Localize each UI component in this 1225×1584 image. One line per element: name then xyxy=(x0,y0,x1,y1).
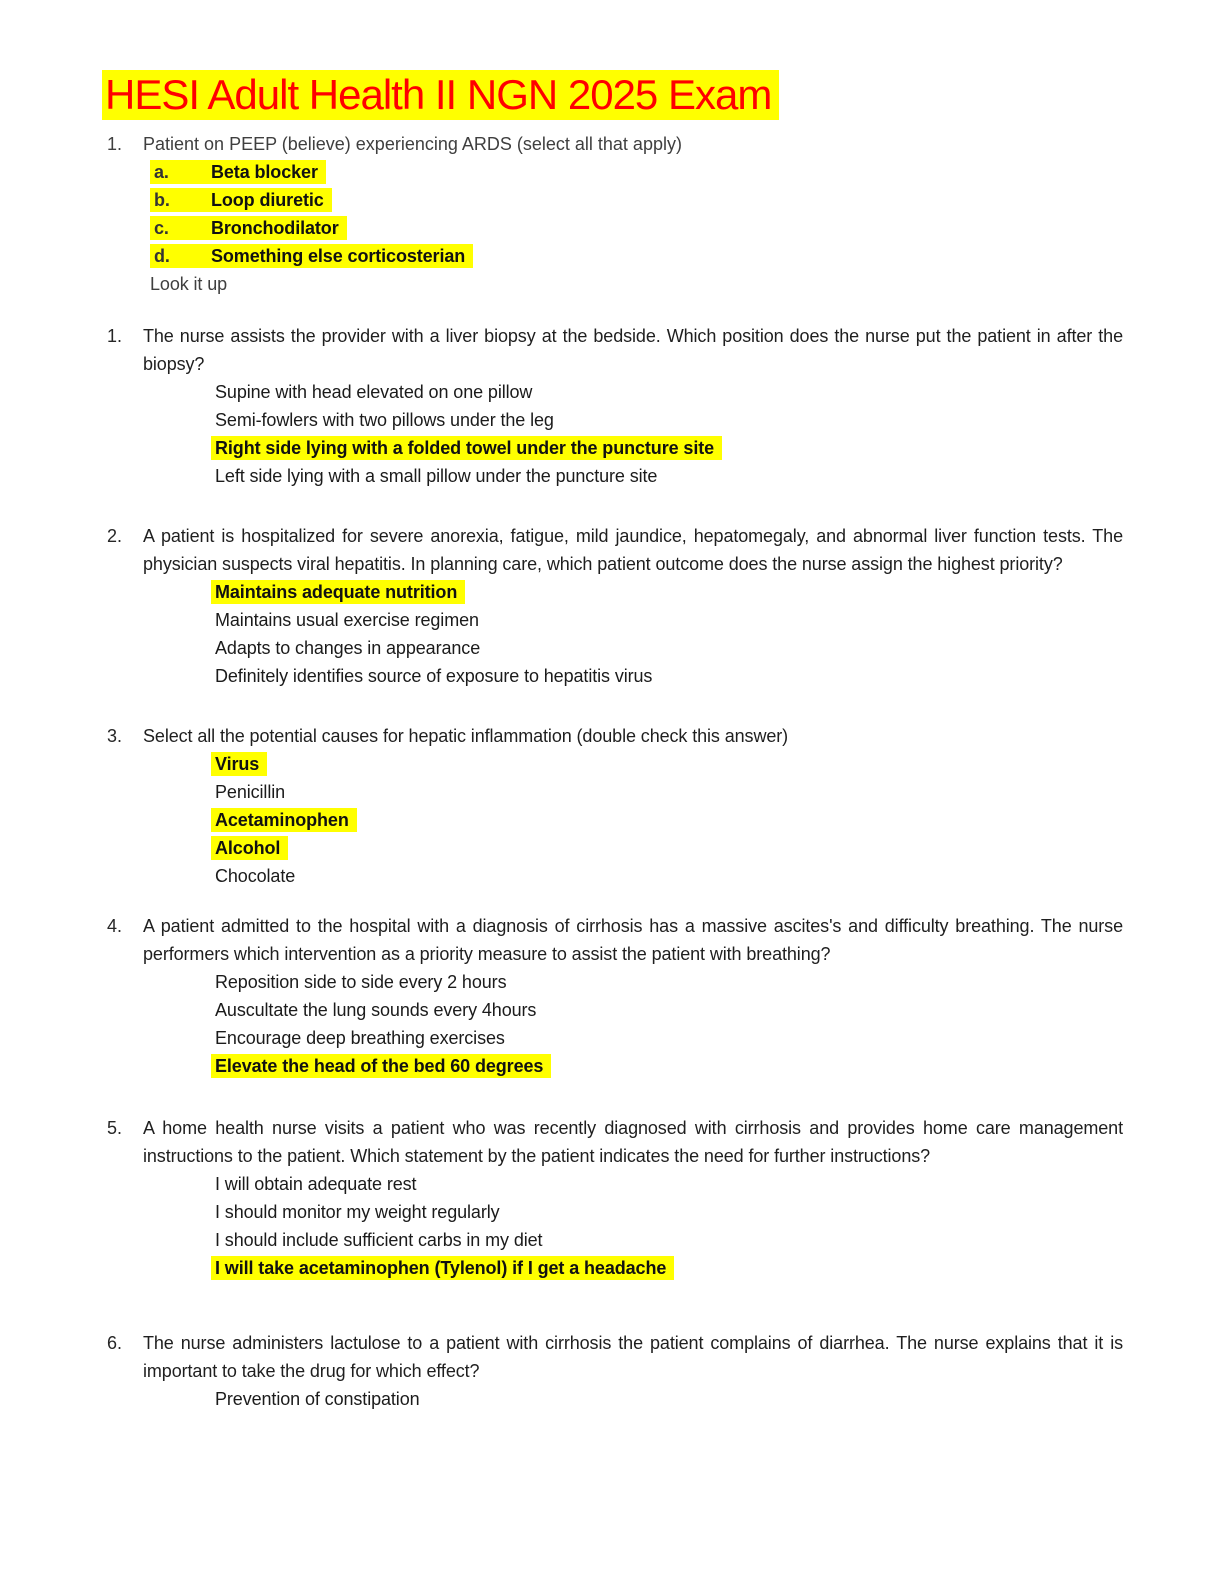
options-list xyxy=(143,968,1123,1080)
question-text: Patient on PEEP (believe) experiencing ARDS (select all that apply) xyxy=(143,134,682,154)
question-block-4 xyxy=(0,912,1123,1080)
option-highlight xyxy=(150,244,473,268)
option-highlight xyxy=(150,188,332,212)
answer-note: Look it up xyxy=(150,274,228,294)
question-block-5 xyxy=(0,1114,1123,1282)
question-number: 4. xyxy=(107,916,123,936)
option-row xyxy=(143,778,1123,806)
option-text: Adapts to changes in appearance xyxy=(215,638,481,658)
option-highlight: Alcohol xyxy=(211,836,288,860)
option-text: Semi-fowlers with two pillows under the leg xyxy=(215,410,554,430)
option-text: Supine with head elevated on one pillow xyxy=(215,382,533,402)
option-letter: c. xyxy=(154,218,169,238)
option-row xyxy=(143,242,1123,270)
option-text: Beta blocker xyxy=(211,162,318,182)
option-letter: a. xyxy=(154,162,169,182)
option-text: Loop diuretic xyxy=(211,190,324,210)
option-text: I will obtain adequate rest xyxy=(215,1174,417,1194)
page-title: HESI Adult Health II NGN 2025 Exam xyxy=(102,70,779,120)
option-row xyxy=(143,186,1123,214)
option-row xyxy=(143,578,1123,606)
option-row xyxy=(143,1226,1123,1254)
option-row xyxy=(143,378,1123,406)
option-row xyxy=(143,1052,1123,1080)
option-row xyxy=(143,968,1123,996)
options-list xyxy=(143,750,1123,890)
option-row xyxy=(143,434,1123,462)
option-row xyxy=(143,862,1123,890)
page-title-row xyxy=(0,0,1225,120)
option-text: Prevention of constipation xyxy=(215,1389,420,1409)
question-number: 6. xyxy=(107,1333,123,1353)
option-text: Chocolate xyxy=(215,866,296,886)
option-text: Left side lying with a small pillow under the puncture site xyxy=(215,466,658,486)
option-highlight xyxy=(150,160,326,184)
option-text: Definitely identifies source of exposure to hepatitis virus xyxy=(215,666,653,686)
option-text: Encourage deep breathing exercises xyxy=(215,1028,505,1048)
question-number: 3. xyxy=(107,726,123,746)
options-list xyxy=(143,378,1123,490)
question-text: A patient admitted to the hospital with a diagnosis of cirrhosis has a massive ascites's and difficulty breathing. The nurse performers which intervention as a priority measure to assist the patient with breathing? xyxy=(143,916,1123,964)
option-text: Auscultate the lung sounds every 4hours xyxy=(215,1000,537,1020)
option-highlight: Maintains adequate nutrition xyxy=(211,580,465,604)
option-row xyxy=(143,634,1123,662)
option-row xyxy=(143,1198,1123,1226)
option-row xyxy=(143,606,1123,634)
option-highlight: I will take acetaminophen (Tylenol) if I get a headache xyxy=(211,1256,674,1280)
question-text: The nurse assists the provider with a liver biopsy at the bedside. Which position does the nurse put the patient in after the biopsy? xyxy=(143,326,1123,374)
option-highlight xyxy=(150,216,347,240)
option-highlight: Virus xyxy=(211,752,267,776)
question-block-2 xyxy=(0,522,1123,690)
options-list xyxy=(143,158,1123,298)
question-block-1b xyxy=(0,322,1123,490)
question-text: The nurse administers lactulose to a patient with cirrhosis the patient complains of diarrhea. The nurse explains that it is important to take the drug for which effect? xyxy=(143,1333,1123,1381)
option-row xyxy=(143,214,1123,242)
question-text: A home health nurse visits a patient who was recently diagnosed with cirrhosis and provides home care management instructions to the patient. Which statement by the patient indicates the need for further instructions? xyxy=(143,1118,1123,1166)
question-number: 2. xyxy=(107,526,123,546)
option-row xyxy=(143,996,1123,1024)
options-list xyxy=(143,1170,1123,1282)
option-row xyxy=(143,406,1123,434)
option-text: Something else corticosterian xyxy=(211,246,466,266)
option-highlight: Elevate the head of the bed 60 degrees xyxy=(211,1054,551,1078)
option-row xyxy=(143,1170,1123,1198)
question-text: A patient is hospitalized for severe anorexia, fatigue, mild jaundice, hepatomegaly, and abnormal liver function tests. The physician suspects viral hepatitis. In planning care, which patient outcome does the nurse assign the highest priority? xyxy=(143,526,1123,574)
options-list xyxy=(143,1385,1123,1413)
option-text: Maintains usual exercise regimen xyxy=(215,610,479,630)
option-text: I should include sufficient carbs in my diet xyxy=(215,1230,543,1250)
option-row xyxy=(143,834,1123,862)
question-block-1a xyxy=(0,130,1123,298)
question-number: 1. xyxy=(107,326,123,346)
option-row xyxy=(143,1254,1123,1282)
option-row xyxy=(143,662,1123,690)
question-number: 1. xyxy=(107,134,123,154)
option-text: I should monitor my weight regularly xyxy=(215,1202,500,1222)
question-text: Select all the potential causes for hepatic inflammation (double check this answer) xyxy=(143,726,789,746)
option-text: Reposition side to side every 2 hours xyxy=(215,972,507,992)
options-list xyxy=(143,578,1123,690)
option-letter: d. xyxy=(154,246,170,266)
option-row xyxy=(143,806,1123,834)
option-row xyxy=(143,750,1123,778)
option-text: Penicillin xyxy=(215,782,286,802)
option-row xyxy=(143,1024,1123,1052)
question-block-3 xyxy=(0,722,1123,890)
question-block-6 xyxy=(0,1329,1123,1413)
option-row xyxy=(143,1385,1123,1413)
option-highlight: Acetaminophen xyxy=(211,808,357,832)
question-number: 5. xyxy=(107,1118,123,1138)
option-row xyxy=(143,158,1123,186)
option-text: Bronchodilator xyxy=(211,218,339,238)
option-highlight: Right side lying with a folded towel under the puncture site xyxy=(211,436,722,460)
option-row xyxy=(143,462,1123,490)
option-letter: b. xyxy=(154,190,170,210)
